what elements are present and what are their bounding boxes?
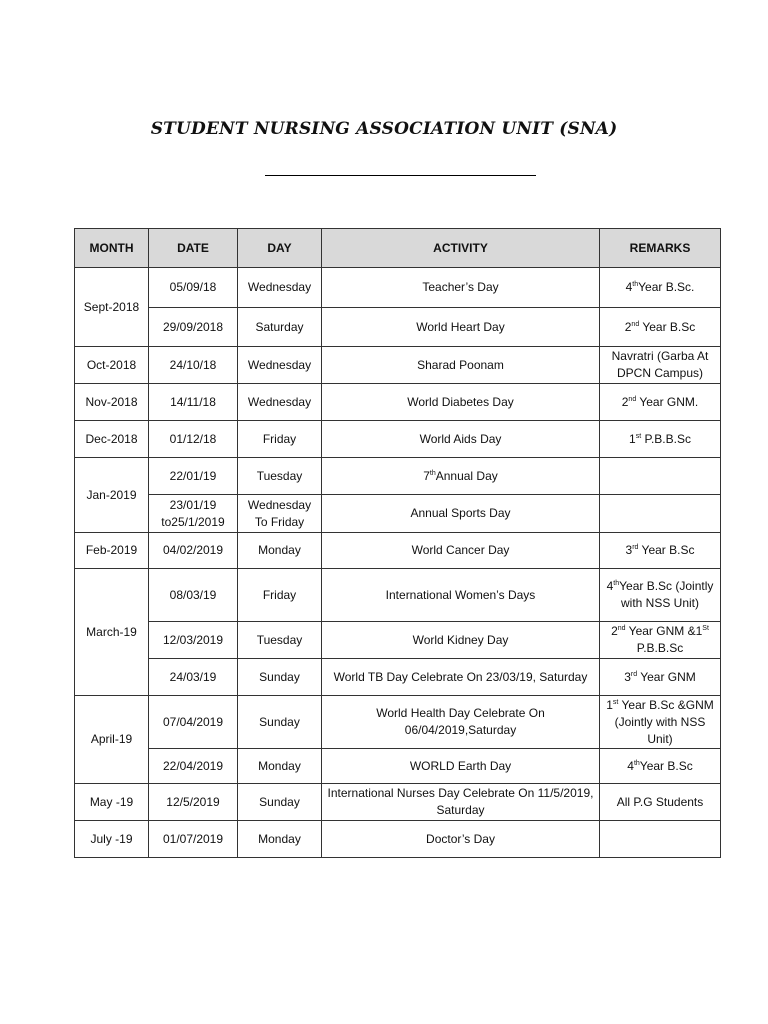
activity-cell: Annual Sports Day <box>322 495 600 533</box>
day-cell: Wednesday To Friday <box>238 495 322 533</box>
table-row <box>75 308 721 347</box>
column-header-date: DATE <box>149 229 238 268</box>
day-cell: Wednesday <box>238 268 322 308</box>
activity-cell: World Health Day Celebrate On 06/04/2019,Saturday <box>322 696 600 749</box>
table-header-row <box>75 229 721 268</box>
remarks-cell: 1st P.B.B.Sc <box>600 421 721 458</box>
activity-cell: International Women’s Days <box>322 569 600 622</box>
table-row <box>75 696 721 749</box>
date-cell: 22/04/2019 <box>149 749 238 784</box>
activity-cell: 7thAnnual Day <box>322 458 600 495</box>
activity-cell: World Kidney Day <box>322 622 600 659</box>
remarks-cell: 4thYear B.Sc <box>600 749 721 784</box>
month-cell: Nov-2018 <box>75 384 149 421</box>
table-row <box>75 569 721 622</box>
date-cell: 08/03/19 <box>149 569 238 622</box>
date-cell: 01/07/2019 <box>149 821 238 858</box>
remarks-cell: 3rd Year B.Sc <box>600 533 721 569</box>
table-row <box>75 749 721 784</box>
activity-cell: Sharad Poonam <box>322 347 600 384</box>
date-cell: 12/5/2019 <box>149 784 238 821</box>
day-cell: Monday <box>238 749 322 784</box>
day-cell: Monday <box>238 821 322 858</box>
day-cell: Sunday <box>238 659 322 696</box>
remarks-cell <box>600 458 721 495</box>
day-cell: Wednesday <box>238 384 322 421</box>
date-cell: 01/12/18 <box>149 421 238 458</box>
column-header-day: DAY <box>238 229 322 268</box>
remarks-cell: All P.G Students <box>600 784 721 821</box>
day-cell: Friday <box>238 421 322 458</box>
remarks-cell: 2nd Year B.Sc <box>600 308 721 347</box>
remarks-cell: 4thYear B.Sc (Jointly with NSS Unit) <box>600 569 721 622</box>
remarks-cell: 4thYear B.Sc. <box>600 268 721 308</box>
column-header-remarks: REMARKS <box>600 229 721 268</box>
month-cell: March-19 <box>75 569 149 696</box>
month-cell: May -19 <box>75 784 149 821</box>
day-cell: Monday <box>238 533 322 569</box>
date-cell: 29/09/2018 <box>149 308 238 347</box>
day-cell: Sunday <box>238 696 322 749</box>
activity-schedule-table <box>74 228 721 858</box>
table-row <box>75 622 721 659</box>
month-cell: April-19 <box>75 696 149 784</box>
day-cell: Wednesday <box>238 347 322 384</box>
activity-cell: International Nurses Day Celebrate On 11/5/2019, Saturday <box>322 784 600 821</box>
remarks-cell <box>600 495 721 533</box>
day-cell: Friday <box>238 569 322 622</box>
month-cell: July -19 <box>75 821 149 858</box>
date-cell: 05/09/18 <box>149 268 238 308</box>
remarks-cell <box>600 821 721 858</box>
column-header-month: MONTH <box>75 229 149 268</box>
table-row <box>75 421 721 458</box>
day-cell: Tuesday <box>238 622 322 659</box>
table-row <box>75 268 721 308</box>
activity-cell: Teacher’s Day <box>322 268 600 308</box>
activity-cell: World Aids Day <box>322 421 600 458</box>
remarks-cell: 2nd Year GNM. <box>600 384 721 421</box>
date-cell: 24/10/18 <box>149 347 238 384</box>
page-title: STUDENT NURSING ASSOCIATION UNIT (SNA) <box>150 119 618 139</box>
table-row <box>75 784 721 821</box>
month-cell: Dec-2018 <box>75 421 149 458</box>
remarks-cell: 1st Year B.Sc &GNM (Jointly with NSS Unit) <box>600 696 721 749</box>
table-row <box>75 347 721 384</box>
date-cell: 22/01/19 <box>149 458 238 495</box>
table-row <box>75 821 721 858</box>
day-cell: Sunday <box>238 784 322 821</box>
activity-cell: World Diabetes Day <box>322 384 600 421</box>
remarks-cell: Navratri (Garba At DPCN Campus) <box>600 347 721 384</box>
title-underline <box>265 175 536 176</box>
day-cell: Tuesday <box>238 458 322 495</box>
table-body <box>75 268 721 858</box>
date-cell: 14/11/18 <box>149 384 238 421</box>
month-cell: Jan-2019 <box>75 458 149 533</box>
table-row <box>75 659 721 696</box>
table-row <box>75 458 721 495</box>
table-row <box>75 495 721 533</box>
remarks-cell: 2nd Year GNM &1St P.B.B.Sc <box>600 622 721 659</box>
activity-cell: World Heart Day <box>322 308 600 347</box>
date-cell: 12/03/2019 <box>149 622 238 659</box>
date-cell: 23/01/19 to25/1/2019 <box>149 495 238 533</box>
date-cell: 07/04/2019 <box>149 696 238 749</box>
activity-cell: World Cancer Day <box>322 533 600 569</box>
month-cell: Oct-2018 <box>75 347 149 384</box>
month-cell: Sept-2018 <box>75 268 149 347</box>
table-row <box>75 533 721 569</box>
activity-cell: World TB Day Celebrate On 23/03/19, Saturday <box>322 659 600 696</box>
date-cell: 04/02/2019 <box>149 533 238 569</box>
activity-cell: WORLD Earth Day <box>322 749 600 784</box>
date-cell: 24/03/19 <box>149 659 238 696</box>
month-cell: Feb-2019 <box>75 533 149 569</box>
activity-cell: Doctor’s Day <box>322 821 600 858</box>
column-header-activity: ACTIVITY <box>322 229 600 268</box>
table-row <box>75 384 721 421</box>
remarks-cell: 3rd Year GNM <box>600 659 721 696</box>
day-cell: Saturday <box>238 308 322 347</box>
